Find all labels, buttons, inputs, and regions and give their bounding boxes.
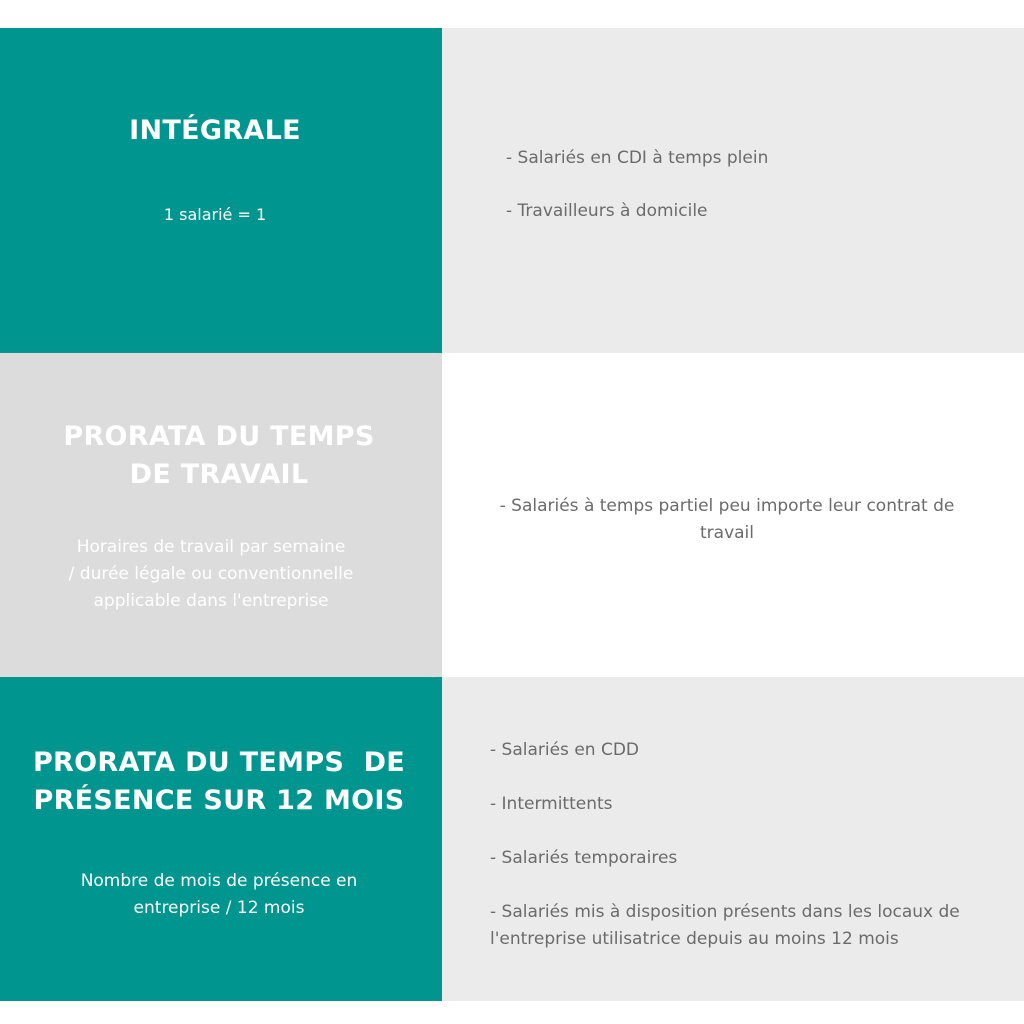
category-title <box>0 418 440 494</box>
category-cell <box>0 677 442 1001</box>
list-item-line: - Salariés mis à disposition présents dans les locaux de <box>490 902 960 922</box>
category-title-line: PRORATA DU TEMPS DE <box>32 747 406 778</box>
row-prorata-presence <box>0 677 1024 1001</box>
list-item-line: l'entreprise utilisatrice depuis au moins 12 mois <box>490 929 899 949</box>
category-title <box>0 744 440 820</box>
list-item <box>492 493 962 547</box>
list-item-line: - Salariés à temps partiel peu importe leur contrat de <box>499 496 955 516</box>
list-item: - Salariés en CDI à temps plein <box>506 148 769 168</box>
category-title-line: PRÉSENCE SUR 12 MOIS <box>33 785 405 816</box>
list-item-line: travail <box>700 523 754 543</box>
employee-types-cell <box>442 353 1024 677</box>
list-item: - Intermittents <box>490 794 613 814</box>
list-item: - Salariés temporaires <box>490 848 678 868</box>
category-formula: 1 salarié = 1 <box>163 205 267 224</box>
list-item: - Travailleurs à domicile <box>506 201 708 221</box>
category-formula-line: entreprise / 12 mois <box>133 898 305 918</box>
category-cell <box>0 353 442 677</box>
category-formula <box>0 534 432 615</box>
employee-types-cell <box>442 28 1024 353</box>
category-title-line: DE TRAVAIL <box>129 459 309 490</box>
row-integrale <box>0 28 1024 353</box>
category-title-line: PRORATA DU TEMPS <box>63 421 375 452</box>
list-item: - Salariés en CDD <box>490 740 640 760</box>
employee-types-cell <box>442 677 1024 1001</box>
category-title: INTÉGRALE <box>129 115 301 146</box>
category-formula-line: applicable dans l'entreprise <box>93 591 329 611</box>
category-formula <box>0 868 440 922</box>
category-formula-line: Horaires de travail par semaine <box>76 537 346 557</box>
category-cell <box>0 28 442 353</box>
row-prorata-travail <box>0 353 1024 677</box>
list-item <box>490 899 990 953</box>
category-formula-line: Nombre de mois de présence en <box>80 871 358 891</box>
category-formula-line: / durée légale ou conventionnelle <box>68 564 354 584</box>
